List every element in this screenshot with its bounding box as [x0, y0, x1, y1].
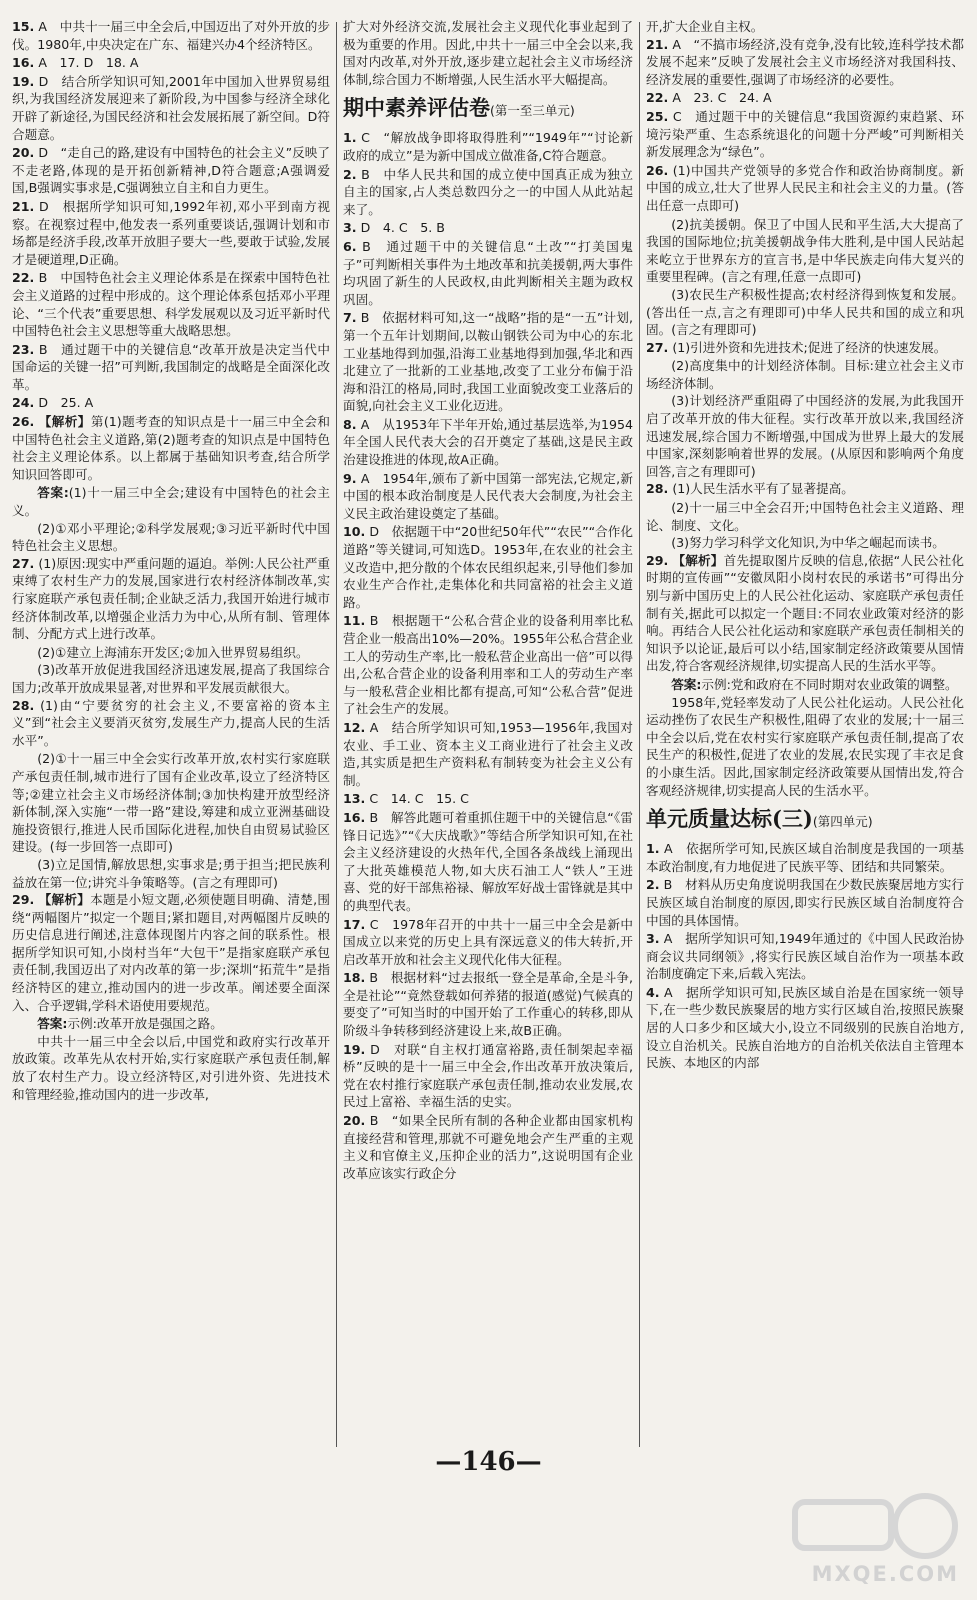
answer-text: B 解答此题可着重抓住题干中的关键信息“《雷锋日记选》”“《大庆战歌》”等结合所学知识可知,在社会主义经济建设的火热年代,全国各条战线上涌现出了大批英雄模范人物,如大庆石油工人“铁人”王进喜、党的好干部焦裕禄、解放军好战士雷锋就是其中的典型代表。 [343, 809, 633, 913]
answer-paragraph [646, 18, 964, 36]
answer-text: (2)十一届三中全会召开;中国特色社会主义道路、理论、制度、文化。 [646, 500, 964, 533]
answer-text: B 依据材料可知,这一“战略”指的是“一五”计划,第一个五年计划期间,以鞍山钢铁公司为中心的东北工业基地得到加强,沿海工业基地得到加强,华北和西北建立了一批新的工业基地,改变了工业分布偏于沿海和沿江的格局,同时,我国工业面貌改变工业落后的面貌,向社会主义工业化迈进。 [343, 310, 633, 414]
question-number: 4. [646, 984, 660, 1000]
question-number: 24. [12, 395, 35, 411]
answer-item [646, 840, 964, 875]
question-number: 20. [12, 145, 35, 161]
answer-paragraph [12, 644, 330, 662]
answer-item [12, 18, 330, 53]
answer-text: A 23. C 24. A [672, 90, 772, 106]
answer-text: D 结合所学知识可知,2001年中国加入世界贸易组织,为我国经济发展迎来了新阶段,为中国参与经济全球化开辟了新途径,为国民经济和社会发展拓展了新空间。D符合题意。 [12, 73, 330, 142]
answer-item [343, 969, 633, 1039]
answer-item [646, 876, 964, 929]
answer-text: 示例:改革开放是强国之路。 [67, 1016, 223, 1032]
question-number: 3. [343, 220, 357, 236]
answer-item [646, 552, 964, 675]
answer-text: A 1954年,颁布了新中国第一部宪法,它规定,新中国的根本政治制度是人民代表大会制度,为社会主义民主政治建设奠定了基础。 [343, 470, 633, 521]
answer-item [646, 162, 964, 215]
answer-text: 扩大对外经济交流,发展社会主义现代化事业起到了极为重要的作用。因此,中共十一届三中全会以来,我国对内改革,对外开放,逐步建立起社会主义市场经济体制,综合国力不断增强,人民生活水平大幅提高。 [343, 19, 633, 87]
question-number: 7. [343, 310, 357, 326]
answer-text: D 根据所学知识可知,1992年初,邓小平到南方视察。在视察过程中,他发表一系列重要谈话,强调计划和市场都是经济手段,改革开放胆子要大一些,要敢于试验,发展才是硬道理,D正确。 [12, 198, 330, 267]
question-number: 1. [646, 841, 660, 857]
question-number: 16. [12, 55, 35, 71]
question-number: 2. [343, 166, 357, 182]
answer-text: B 根据材料“过去报纸一登全是革命,全是斗争,全是社论”“竟然登载如何养猪的报道(感觉)气候真的要变了”可知当时的中国开始了工作重心的转移,即从阶级斗争转移到经济建设上来,故B正确。 [343, 970, 633, 1039]
answer-text: (1)中国共产党领导的多党合作和政治协商制度。新中国的成立,壮大了世界人民民主和社会主义的力量。(答出任意一点即可) [646, 162, 964, 213]
question-number: 3. [646, 931, 660, 947]
answer-text: (2)①建立上海浦东开发区;②加入世界贸易组织。 [37, 644, 309, 660]
answer-text: (2)抗美援朝。保卫了中国人民和平生活,大大提高了我国的国际地位;抗美援朝战争伟大胜利,是中国人民站起来屹立于世界东方的宣言书,是中华民族走向伟大复兴的重要里程碑。(言之有理,任意一点即可) [646, 216, 964, 285]
answer-text: 第(1)题考查的知识点是十一届三中全会和中国特色社会主义道路,第(2)题考查的知识点是中国特色社会主义理论体系。以上都属于基础知识考查,结合所学知识回答即可。 [12, 414, 330, 482]
question-number: 2. [646, 877, 660, 893]
answer-item [12, 198, 330, 268]
answer-text: D 4. C 5. B [360, 220, 445, 236]
question-number: 17. [343, 916, 366, 932]
question-number: 27. [12, 555, 35, 571]
answer-text: 本题是小短文题,必须使题目明确、清楚,围绕“两幅图片”拟定一个题目;紧扣题目,对两幅图片反映的历史信息进行阐述,注意体现图片内容之间的联系性。根据所学知识可知,小岗村当年“大包干”是指家庭联产承包责任制,我国迈出了对内改革的第一步;深圳“拓荒牛”是指经济特区的建立,推动国内的进一步改革。阐述要全面深入、合乎逻辑,学科术语使用要规范。 [12, 892, 330, 1013]
answer-item [343, 1041, 633, 1111]
section-title: 期中素养评估卷 [343, 95, 490, 121]
answer-paragraph [646, 534, 964, 552]
answer-paragraph [646, 694, 964, 800]
answer-tag: 答案: [37, 485, 69, 501]
answer-item [343, 166, 633, 219]
column-middle [343, 18, 633, 1458]
answer-text: 1958年,党轻率发动了人民公社化运动。人民公社化运动挫伤了农民生产积极性,阻碍了农业的发展;十一届三中全会以后,党在农村实行家庭联产承包责任制,提高了农民生产的积极性,促进了农业的发展,农民实现了丰衣足食的小康生活。因此,国家制定经济政策要从国情出发,符合客观经济规律,切实提高人民的生活水平。 [646, 694, 964, 798]
answer-paragraph [646, 357, 964, 392]
question-number: 27. [646, 339, 669, 355]
answer-text: B 通过题干中的关键信息“改革开放是决定当代中国命运的关键一招”可判断,我国制定的战略是全面深化改革。 [12, 341, 330, 392]
answer-item [343, 790, 633, 808]
answer-text: (2)高度集中的计划经济体制。目标:建立社会主义市场经济体制。 [646, 358, 964, 391]
answer-text: D 依据题干中“20世纪50年代”“农民”“合作化道路”等关键词,可知选D。1953年,在农业的社会主义改造中,把分散的个体农民组织起来,引导他们参加农业生产合作社,走集体化和共同富裕的社会主义道路。 [343, 524, 633, 610]
answer-paragraph [12, 484, 330, 519]
answer-item [12, 73, 330, 143]
answer-text: D 对联“自主权打通富裕路,责任制架起幸福桥”反映的是十一届三中全会,作出改革开放决策后,党在农村推行家庭联产承包责任制,推动农业发展,农民过上富裕、幸福生活的史实。 [343, 1041, 633, 1110]
answer-text: D “走自己的路,建设有中国特色的社会主义”反映了不走老路,体现的是开拓创新精神,D符合题意;A强调爱国,B强调实事求是,C强调独立自主和自力更生。 [12, 145, 330, 196]
answer-item [646, 108, 964, 161]
answer-item [646, 930, 964, 983]
answer-text: A 中共十一届三中全会后,中国迈出了对外开放的步伐。1980年,中央决定在广东、福建兴办4个经济特区。 [12, 19, 330, 52]
question-number: 19. [12, 73, 35, 89]
answer-text: B 通过题干中的关键信息“土改”“打美国鬼子”可判断相关事件为土地改革和抗美援朝,两大事件均巩固了新生的人民政权,由此判断相关主题为政权巩固。 [343, 238, 633, 307]
question-number: 1. [343, 130, 357, 146]
answer-text: A 17. D 18. A [38, 55, 139, 71]
answer-item [646, 984, 964, 1072]
question-number: 18. [343, 970, 366, 986]
section-heading [646, 805, 964, 836]
answer-text: (3)改革开放促进我国经济迅速发展,提高了我国综合国力;改革开放成果显著,对世界和平发展贡献很大。 [12, 662, 330, 695]
answer-text: C 1978年召开的中共十一届三中全会是新中国成立以来党的历史上具有深远意义的伟大转折,开启改革开放和社会主义现代化伟大征程。 [343, 916, 633, 967]
answer-text: 开,扩大企业自主权。 [646, 19, 764, 34]
question-number: 13. [343, 791, 366, 807]
answer-text: (1)由“宁要贫穷的社会主义,不要富裕的资本主义”到“社会主义要消灭贫穷,发展生产力,提高人民的生活水平”。 [12, 697, 330, 748]
answer-text: (1)原因:现实中严重问题的逼迫。举例:人民公社严重束缚了农村生产力的发展,国家进行农村经济体制改革,实行家庭联产承包责任制;企业缺乏活力,我国开始进行城市经济体制改革,以增强企业活力为中心,从所有制、管理体制、分配方式上进行改革。 [12, 555, 330, 642]
answer-text: A “不搞市场经济,没有竞争,没有比较,连科学技术都发展不起来”反映了发展社会主义市场经济对我国科技、经济发展的重要性,强调了市场经济的必要性。 [646, 36, 964, 87]
question-number: 16. [343, 809, 366, 825]
answer-item [12, 891, 330, 1014]
answer-paragraph [12, 661, 330, 696]
answer-item [12, 144, 330, 197]
answer-tag: 【解析】 [672, 552, 724, 568]
answer-text: (3)立足国情,解放思想,实事求是;勇于担当;把民族利益放在第一位;讲究斗争策略等。(言之有理即可) [12, 856, 330, 890]
question-number: 21. [12, 198, 35, 214]
answer-item [343, 916, 633, 969]
column-divider [639, 22, 640, 1447]
answer-item [646, 339, 964, 357]
answer-paragraph [646, 499, 964, 534]
answer-item [343, 523, 633, 611]
question-number: 20. [343, 1113, 366, 1129]
question-number: 23. [12, 341, 35, 357]
section-subtitle: (第四单元) [812, 814, 873, 830]
question-number: 10. [343, 524, 366, 540]
answer-tag: 【解析】 [38, 414, 91, 430]
answer-text: (1)引进外资和先进技术;促进了经济的快速发展。 [672, 339, 947, 355]
answer-paragraph [12, 750, 330, 856]
answer-paragraph [12, 520, 330, 555]
answer-item [343, 470, 633, 523]
answer-tag: 【解析】 [38, 892, 91, 908]
answer-tag: 答案: [37, 1016, 68, 1032]
column-divider [336, 22, 337, 1447]
answer-text: (3)农民生产积极性提高;农村经济得到恢复和发展。(答出任一点,言之有理即可)中华人民共和国的成立和巩固。(言之有理即可) [646, 286, 964, 338]
answer-text: B 根据题干“公私合营企业的设备利用率比私营企业一般高出10%—20%。1955年公私合营企业工人的劳动生产率,比一般私营企业高出一倍”可以得出,公私合营企业的设备利用率和工人的劳动生产率与一般私营企业相比都有提高,可知“公私合营”促进了社会生产的发展。 [343, 613, 633, 717]
answer-text: A 据所学知识可知,1949年通过的《中国人民政治协商会议共同纲领》,将实行民族区域自治作为一项基本政治制度确定下来,后载入宪法。 [646, 931, 964, 982]
answer-text: 首先提取图片反映的信息,依据“人民公社化时期的宣传画”“安徽凤阳小岗村农民的承诺书”可得出分别与新中国历史上的人民公社化运动、家庭联产承包责任制有关,据此可以拟定一个题目:不同农业政策对经济的影响。再结合人民公社化运动和家庭联产承包责任制相关的知识予以论证,最后可以小结,国家制定经济政策要从国情出发,符合客观经济规律,切实提高人民的生活水平等。 [646, 552, 964, 674]
answer-text: 示例:党和政府在不同时期对农业政策的调整。 [701, 676, 958, 692]
answer-item [12, 54, 330, 72]
watermark-text: MXQE.COM [811, 1562, 959, 1586]
answer-paragraph [646, 392, 964, 480]
section-subtitle: (第一至三单元) [490, 103, 575, 119]
question-number: 21. [646, 36, 669, 52]
answer-paragraph [646, 286, 964, 339]
answer-item [12, 341, 330, 394]
question-number: 22. [12, 270, 35, 286]
answer-paragraph [646, 216, 964, 286]
question-number: 15. [12, 19, 35, 34]
answer-item [343, 238, 633, 308]
column-left [12, 18, 330, 1458]
answer-text: B 中国特色社会主义理论体系是在探索中国特色社会主义道路的过程中形成的。这个理论体系包括邓小平理论、“三个代表”重要思想、科学发展观以及习近平新时代中国特色社会主义思想等重大战略思想。 [12, 270, 330, 339]
answer-text: A 从1953年下半年开始,通过基层选举,为1954年全国人民代表大会的召开奠定了基础,这是民主政治建设推进的体现,故A正确。 [343, 416, 633, 468]
answer-text: (1)人民生活水平有了显著提高。 [672, 481, 854, 497]
answer-item [12, 555, 330, 643]
answer-text: D 25. A [38, 395, 94, 411]
answer-item [12, 697, 330, 750]
answer-tag: 答案: [671, 676, 702, 692]
answer-paragraph [646, 676, 964, 694]
question-number: 29. [646, 552, 669, 568]
answer-paragraph [12, 1033, 330, 1103]
answer-text: A 据所学知识可知,民族区域自治是在国家统一领导下,在一些少数民族聚居的地方实行区域自治,按照民族聚居的人口多少和区域大小,设立不同级别的民族自治地方,设立自治机关。民族自治地方的自治机关依法自主管理本民族、本地区的内部 [646, 984, 964, 1071]
answer-item [646, 89, 964, 107]
answer-text: C “解放战争即将取得胜利”“1949年”“讨论新政府的成立”是为新中国成立做准备,C符合题意。 [343, 130, 633, 163]
answer-text: 中共十一届三中全会以后,中国党和政府实行改革开放政策。改革先从农村开始,实行家庭联产承包责任制,解放了农村生产力。设立经济特区,对引进外资、先进技术和管理经验,推动国内的进一步改革, [12, 1033, 330, 1102]
answer-text: (3)努力学习科学文化知识,为中华之崛起而读书。 [671, 535, 945, 551]
answer-item [12, 413, 330, 483]
question-number: 25. [646, 108, 669, 124]
answer-item [343, 1112, 633, 1182]
question-number: 28. [646, 481, 669, 497]
answer-text: B 材料从历史角度说明我国在少数民族聚居地方实行民族区域自治制度的原因,即实行民族区域自治制度符合中国的具体国情。 [646, 877, 964, 928]
question-number: 29. [12, 892, 35, 908]
answer-paragraph [12, 856, 330, 891]
answer-text: A 结合所学知识可知,1953—1956年,我国对农业、手工业、资本主义工商业进行了社会主义改造,其实质是把生产资料私有制转变为社会主义公有制。 [343, 719, 633, 788]
answer-text: (3)计划经济严重阻碍了中国经济的发展,为此我国开启了改革开放的伟大征程。实行改革开放以来,我国经济迅速发展,综合国力不断增强,中国成为世界上最大的发展中国家,深刻影响着世界的发展。(从原因和影响两个角度回答,言之有理即可) [646, 393, 964, 479]
column-right [646, 18, 964, 1458]
question-number: 19. [343, 1041, 366, 1057]
answer-item [343, 129, 633, 164]
answer-text: (1)十一届三中全会;建设有中国特色的社会主义。 [12, 485, 330, 519]
question-number: 22. [646, 90, 669, 106]
answer-paragraph [12, 1015, 330, 1033]
answer-text: A 依据所学可知,民族区域自治制度是我国的一项基本政治制度,有力地促进了民族平等、团结和共同繁荣。 [646, 841, 964, 874]
answer-item [646, 36, 964, 89]
answer-text: (2)①十一届三中全会实行改革开放,农村实行家庭联产承包责任制,城市进行了国有企业改革,设立了经济特区等;②建立社会主义市场经济体制;③加快构建开放型经济新体制,深入实施“一带一路”建设,筹建和成立亚洲基础设施投资银行,推进人民币国际化进程,加快自由贸易试验区建设。(每一步回答一点即可) [12, 751, 330, 855]
answer-item [343, 309, 633, 415]
question-number: 6. [343, 238, 357, 254]
answer-text: C 通过题干中的关键信息“我国资源约束趋紧、环境污染严重、生态系统退化的问题十分严峻”可判断相关新发展理念为“绿色”。 [646, 108, 964, 160]
question-number: 11. [343, 613, 366, 629]
answer-item [343, 416, 633, 469]
answer-item [343, 719, 633, 789]
answer-text: (2)①邓小平理论;②科学发展观;③习近平新时代中国特色社会主义思想。 [12, 520, 330, 554]
answer-item [343, 809, 633, 915]
answer-item [343, 219, 633, 237]
question-number: 26. [12, 414, 35, 430]
answer-text: B “如果全民所有制的各种企业都由国家机构直接经营和管理,那就不可避免地会产生严重的主观主义和官僚主义,压抑企业的活力”,这说明国有企业改革应该实行政企分 [343, 1113, 633, 1181]
question-number: 12. [343, 719, 366, 735]
answer-item [646, 480, 964, 498]
question-number: 8. [343, 416, 357, 432]
section-title: 单元质量达标(三) [646, 806, 813, 832]
answer-item [343, 612, 633, 718]
answer-paragraph [343, 18, 633, 88]
answer-text: C 14. C 15. C [369, 791, 469, 807]
page-number: —146— [435, 1447, 542, 1477]
section-heading [343, 94, 633, 125]
question-number: 28. [12, 697, 35, 713]
answer-item [12, 394, 330, 412]
answer-text: B 中华人民共和国的成立使中国真正成为独立自主的国家,占人类总数四分之一的中国人从此站起来了。 [343, 166, 633, 217]
answer-item [12, 269, 330, 339]
question-number: 26. [646, 162, 669, 178]
question-number: 9. [343, 470, 357, 486]
